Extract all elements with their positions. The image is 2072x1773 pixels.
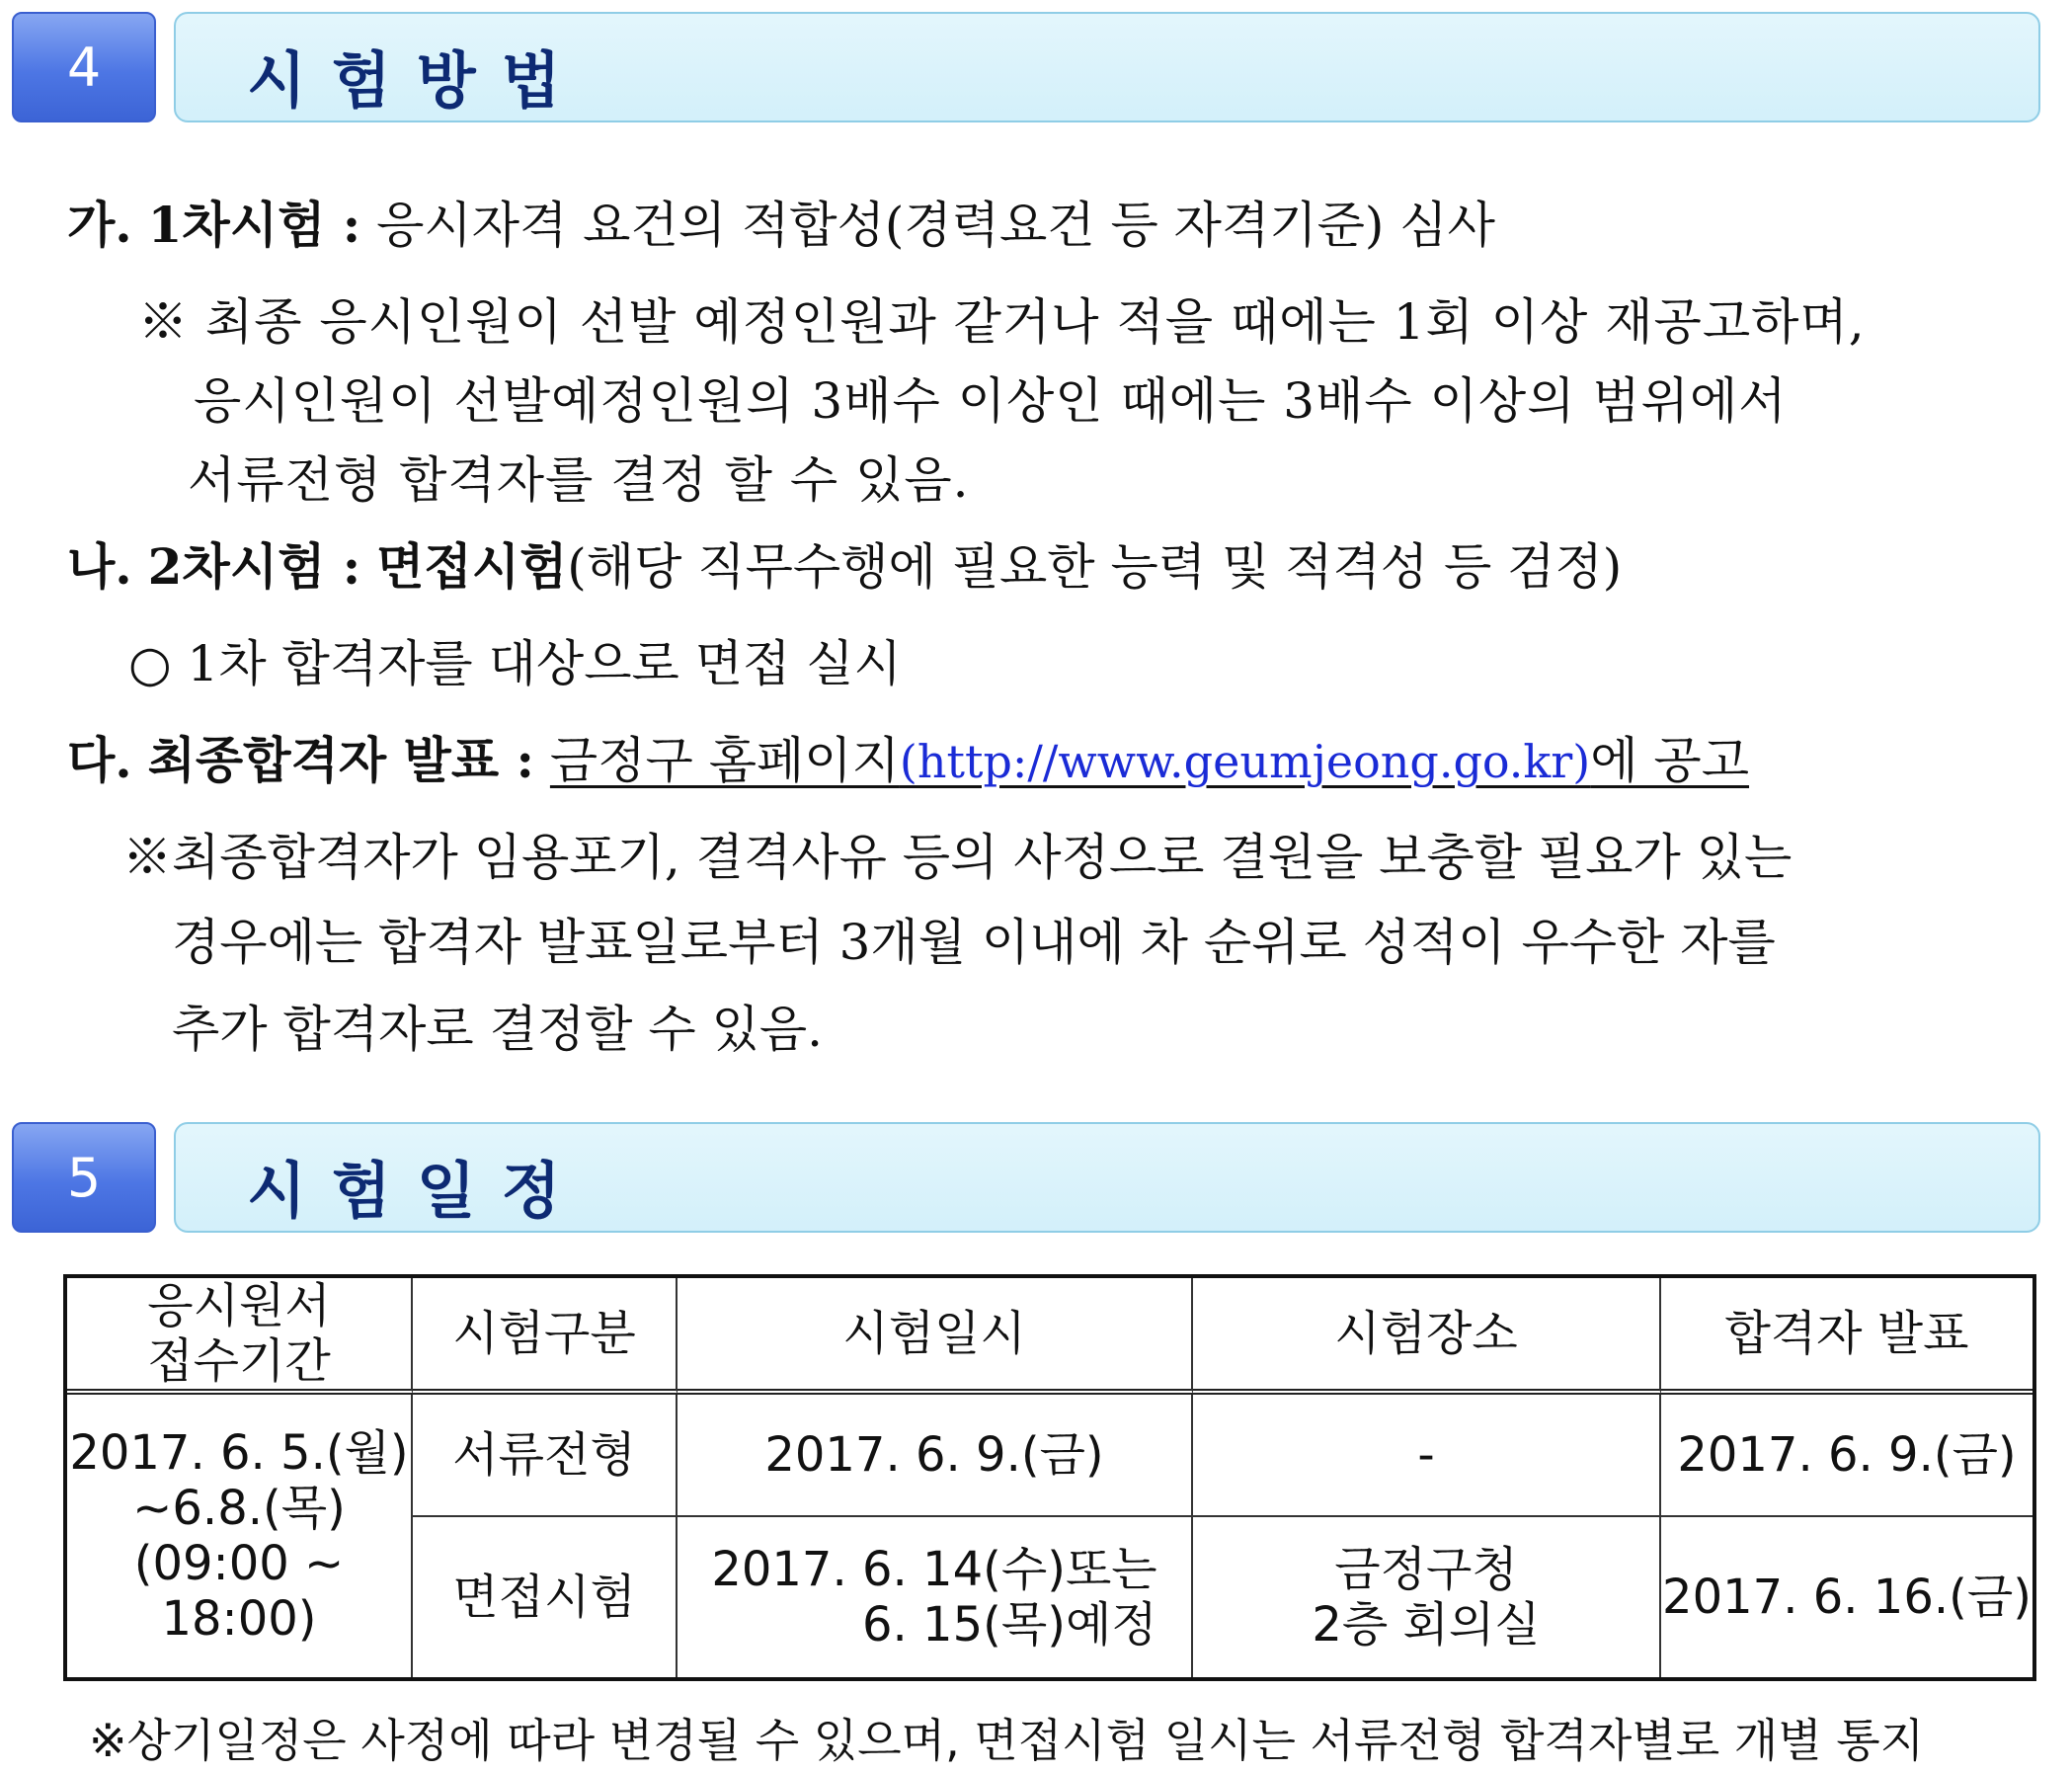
row-2-date-line-2: 6. 15(목)예정: [861, 1597, 1157, 1652]
item-a-note-line-2: 응시인원이 선발예정인원의 3배수 이상인 때에는 3배수 이상의 범위에서: [194, 372, 1788, 430]
item-a-heading: 1차시험 :: [147, 196, 361, 254]
section-5-number: 5: [66, 1146, 102, 1209]
period-cell: [67, 1395, 413, 1677]
section-4-title-bar: [174, 12, 2040, 122]
row-1-type: 서류전형: [413, 1395, 677, 1517]
item-c-note-line-3: 추가 합격자로 결정할 수 있음.: [172, 1001, 824, 1058]
schedule-table: [63, 1274, 2036, 1681]
section-5-title: 시험일정: [247, 1155, 587, 1227]
item-c-text-2: 에 공고: [1590, 732, 1750, 789]
item-b: [67, 537, 1622, 597]
item-b-heading-bold: 면접시험: [376, 537, 568, 596]
row-1-place: -: [1193, 1395, 1661, 1517]
item-c-homepage: [550, 732, 1749, 789]
row-2-place-line-1: 금정구청: [1334, 1542, 1518, 1597]
section-4-title: 시험방법: [247, 44, 587, 117]
header-period-line-2: 접수기간: [147, 1333, 331, 1389]
row-1-date: 2017. 6. 9.(금): [677, 1395, 1193, 1517]
item-b-heading: 2차시험 :: [147, 537, 361, 596]
section-5-title-bar: [174, 1122, 2040, 1233]
header-date: 시험일시: [677, 1278, 1193, 1395]
header-type: 시험구분: [413, 1278, 677, 1395]
homepage-link[interactable]: (http://www.geumjeong.go.kr): [899, 735, 1591, 788]
item-a-note-line-3: 서류전형 합격자를 결정 할 수 있음.: [188, 451, 970, 509]
row-2-date-line-1: 2017. 6. 14(수)또는: [711, 1542, 1157, 1597]
row-1-result: 2017. 6. 9.(금): [1661, 1395, 2032, 1517]
section-4-number: 4: [66, 36, 102, 99]
item-c-label: 다.: [67, 731, 132, 789]
item-c-heading: 최종합격자 발표 :: [147, 731, 534, 789]
header-period: [67, 1278, 413, 1395]
row-2-date: [677, 1517, 1193, 1677]
item-a-label: 가.: [67, 196, 132, 254]
row-2-result: 2017. 6. 16.(금): [1662, 1570, 2032, 1625]
item-b-sub: ○ 1차 합격자를 대상으로 면접 실시: [128, 635, 902, 692]
header-result: 합격자 발표: [1661, 1278, 2032, 1395]
section-4-number-badge: [12, 12, 156, 122]
schedule-footnote: ※상기일정은 사정에 따라 변경될 수 있으며, 면접시험 일시는 서류전형 합격자별로 개별 통지: [89, 1714, 1925, 1767]
item-a: [67, 196, 1495, 255]
item-b-label: 나.: [67, 537, 132, 596]
period-line-1: 2017. 6. 5.(월): [69, 1425, 409, 1481]
section-5-number-badge: [12, 1122, 156, 1233]
period-line-2: ~6.8.(목): [132, 1481, 346, 1536]
item-c-text-1: 금정구 홈페이지: [549, 732, 900, 789]
item-a-text: 응시자격 요건의 적합성(경력요건 등 자격기준) 심사: [376, 197, 1495, 254]
header-period-line-1: 응시원서: [147, 1278, 331, 1333]
item-c: [67, 731, 1749, 791]
row-2-type: 면접시험: [413, 1517, 677, 1677]
header-place: 시험장소: [1193, 1278, 1661, 1395]
item-c-note-line-2: 경우에는 합격자 발표일로부터 3개월 이내에 차 순위로 성적이 우수한 자를: [172, 914, 1776, 971]
row-2-place-line-2: 2층 회의실: [1312, 1597, 1541, 1652]
item-c-note-line-1: ※최종합격자가 임용포기, 결격사유 등의 사정으로 결원을 보충할 필요가 있는: [122, 829, 1793, 886]
row-2-place: [1193, 1517, 1661, 1677]
period-line-3: (09:00 ~ 18:00): [133, 1536, 345, 1647]
item-a-note-line-1: ※ 최종 응시인원이 선발 예정인원과 같거나 적을 때에는 1회 이상 재공고하며,: [138, 293, 1866, 351]
item-b-text: (해당 직무수행에 필요한 능력 및 적격성 등 검정): [567, 538, 1623, 596]
